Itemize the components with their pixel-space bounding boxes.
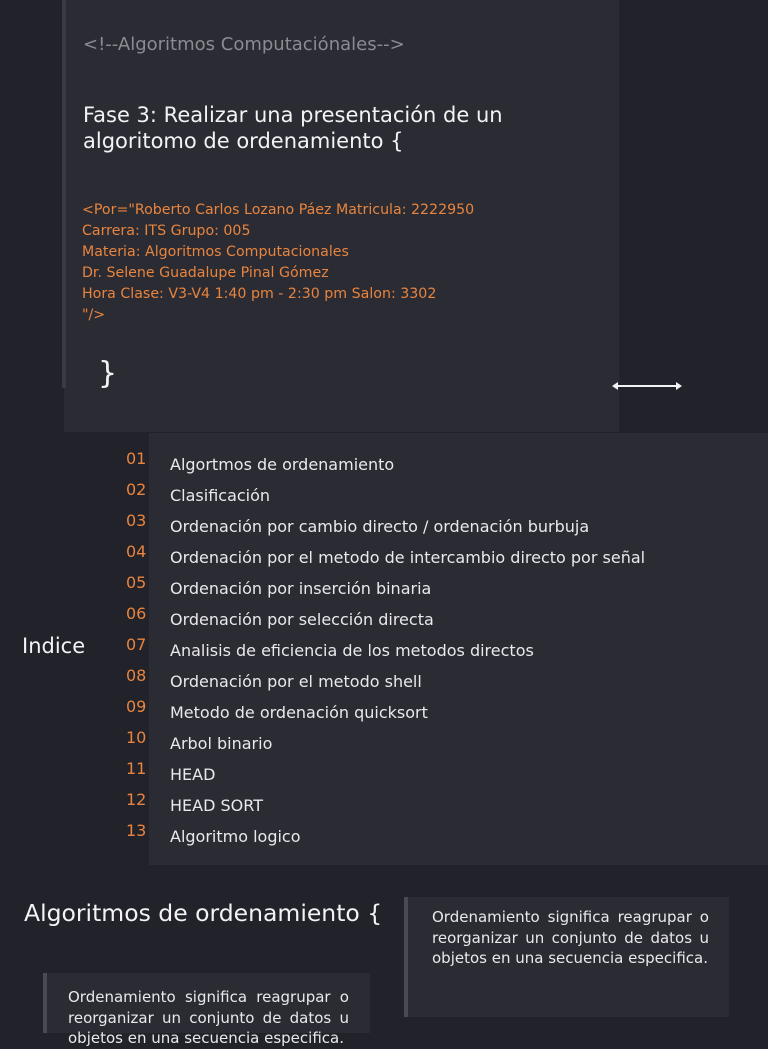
index-title: Indice — [22, 634, 86, 658]
double-arrow-icon — [614, 385, 680, 387]
author-line: Hora Clase: V3-V4 1:40 pm - 2:30 pm Salon: 3302 — [82, 286, 437, 302]
index-number: 08 — [126, 666, 147, 685]
index-item-label: Ordenación por el metodo de intercambio directo por señal — [170, 548, 646, 567]
index-number: 09 — [126, 697, 147, 716]
index-number: 07 — [126, 635, 147, 654]
index-item — [0, 790, 768, 820]
closing-brace: } — [98, 356, 118, 391]
index-item-label: Analisis de eficiencia de los metodos directos — [170, 641, 534, 660]
index-number: 06 — [126, 604, 147, 623]
index-item-label: Clasificación — [170, 486, 271, 505]
index-item-label: Algoritmo logico — [170, 827, 301, 846]
index-item — [0, 759, 768, 789]
index-number: 12 — [126, 790, 147, 809]
decorative-line — [62, 0, 66, 388]
index-item-label: HEAD — [170, 765, 216, 784]
author-line: Dr. Selene Guadalupe Pinal Gómez — [82, 265, 329, 281]
index-item — [0, 666, 768, 696]
index-number: 02 — [126, 480, 147, 499]
section-title: Algoritmos de ordenamiento { — [24, 899, 383, 927]
author-line: "/> — [82, 307, 106, 323]
index-number: 04 — [126, 542, 147, 561]
index-item-label: Ordenación por el metodo shell — [170, 672, 422, 691]
index-number: 03 — [126, 511, 147, 530]
index-item — [0, 573, 768, 603]
index-item — [0, 728, 768, 758]
title-slide — [0, 0, 768, 432]
author-line: Carrera: ITS Grupo: 005 — [82, 223, 251, 239]
index-item-label: Ordenación por cambio directo / ordenación burbuja — [170, 517, 590, 536]
index-item-label: Arbol binario — [170, 734, 273, 753]
index-item — [0, 511, 768, 541]
index-item — [0, 542, 768, 572]
course-comment: <!--Algoritmos Computaciónales--> — [83, 34, 405, 55]
definition-card — [43, 973, 370, 1047]
index-number: 11 — [126, 759, 147, 778]
index-item — [0, 635, 768, 665]
definition-card — [404, 897, 729, 1017]
index-item — [0, 821, 768, 851]
index-number: 01 — [126, 449, 147, 468]
index-item-label: HEAD SORT — [170, 796, 263, 815]
presentation-title: Fase 3: Realizar una presentación de un algoritomo de ordenamiento { — [83, 103, 503, 153]
index-item-label: Algortmos de ordenamiento — [170, 455, 395, 474]
definition-text: Ordenamiento significa reagrupar o reorganizar un conjunto de datos u objetos en una secuencia especifica. — [432, 908, 709, 967]
index-item — [0, 480, 768, 510]
index-item — [0, 604, 768, 634]
index-number: 10 — [126, 728, 147, 747]
author-line: Materia: Algoritmos Computacionales — [82, 244, 349, 260]
author-info — [82, 200, 474, 326]
index-number: 13 — [126, 821, 147, 840]
index-number: 05 — [126, 573, 147, 592]
index-item-label: Metodo de ordenación quicksort — [170, 703, 428, 722]
index-item-label: Ordenación por inserción binaria — [170, 579, 432, 598]
index-item — [0, 697, 768, 727]
index-item-label: Ordenación por selección directa — [170, 610, 434, 629]
author-line: <Por="Roberto Carlos Lozano Páez Matricula: 2222950 — [82, 202, 475, 218]
index-item — [0, 449, 768, 479]
definition-text: Ordenamiento significa reagrupar o reorganizar un conjunto de datos u objetos en una secuencia especifica. — [68, 988, 349, 1047]
